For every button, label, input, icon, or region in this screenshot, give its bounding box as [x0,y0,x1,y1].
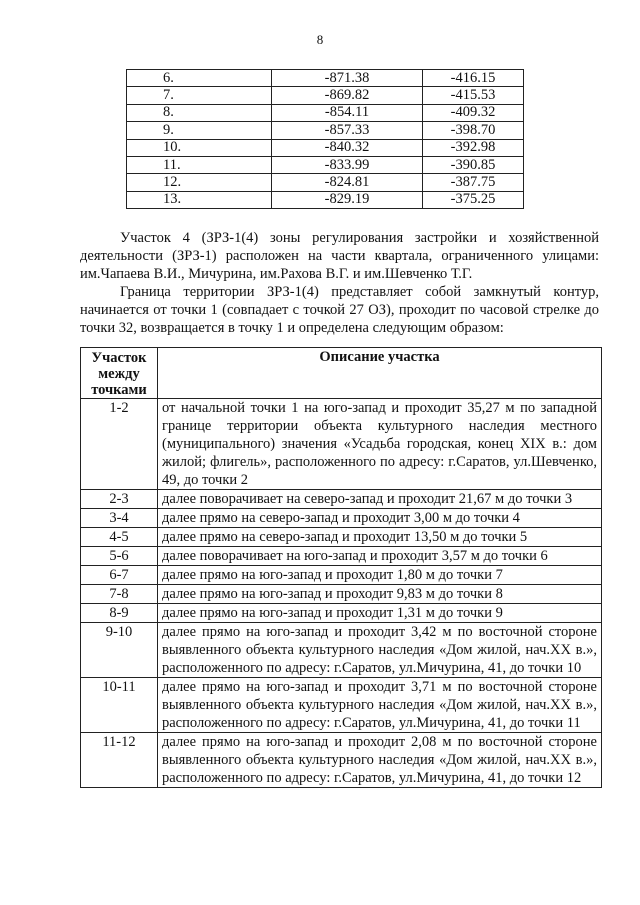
y-coordinate: -375.25 [423,191,524,208]
table-row [81,490,602,509]
boundary-description-table [80,347,602,788]
table-row [127,156,524,173]
header-description: Описание участка [158,348,602,399]
point-number: 10. [127,139,272,156]
description-cell: далее прямо на юго-запад и проходит 3,42 м по восточной стороне выявленного объекта культурного наследия «Дом жилой, нач.XX в.», расположенного по адресу: г.Саратов, ул.Мичурина, 41, до точки 10 [158,623,602,678]
table-row [127,70,524,87]
description-cell: от начальной точки 1 на юго-запад и проходит 35,27 м по западной границе территории объекта культурного наследия местного (муниципального) значения «Усадьба городская, конец XIX в.: дом жилой; флигель», расположенного по адресу: г.Саратов, ул.Шевченко, 49, до точки 2 [158,399,602,490]
y-coordinate: -409.32 [423,104,524,121]
description-cell: далее прямо на юго-запад и проходит 1,80 м до точки 7 [158,566,602,585]
point-number: 12. [127,174,272,191]
segment-cell: 4-5 [81,528,158,547]
y-coordinate: -415.53 [423,87,524,104]
table-row [127,139,524,156]
point-number: 8. [127,104,272,121]
point-number: 9. [127,122,272,139]
table-row [127,122,524,139]
point-number: 6. [127,70,272,87]
point-number: 7. [127,87,272,104]
x-coordinate: -854.11 [272,104,423,121]
segment-cell: 3-4 [81,509,158,528]
segment-cell: 10-11 [81,678,158,733]
description-cell: далее прямо на юго-запад и проходит 9,83 м до точки 8 [158,585,602,604]
table-row [81,528,602,547]
x-coordinate: -871.38 [272,70,423,87]
x-coordinate: -869.82 [272,87,423,104]
segment-cell: 5-6 [81,547,158,566]
table-row [81,585,602,604]
table-row [81,604,602,623]
segment-cell: 7-8 [81,585,158,604]
table-row [127,87,524,104]
description-cell: далее поворачивает на северо-запад и проходит 21,67 м до точки 3 [158,490,602,509]
segment-cell: 11-12 [81,733,158,788]
segment-cell: 8-9 [81,604,158,623]
table-row [127,174,524,191]
segment-cell: 1-2 [81,399,158,490]
y-coordinate: -416.15 [423,70,524,87]
segment-cell: 9-10 [81,623,158,678]
x-coordinate: -840.32 [272,139,423,156]
table-row [81,623,602,678]
x-coordinate: -857.33 [272,122,423,139]
table-header-row [81,348,602,399]
x-coordinate: -824.81 [272,174,423,191]
point-number: 11. [127,156,272,173]
paragraph-boundary-description: Граница территории ЗРЗ-1(4) представляет собой замкнутый контур, начинается от точки 1 (совпадает с точкой 27 ОЗ), проходит по часовой стрелке до точки 32, возвращается в точку 1 и определена следующим образом: [80,284,599,336]
table-row [81,678,602,733]
y-coordinate: -392.98 [423,139,524,156]
y-coordinate: -390.85 [423,156,524,173]
x-coordinate: -829.19 [272,191,423,208]
point-number: 13. [127,191,272,208]
description-cell: далее прямо на северо-запад и проходит 3,00 м до точки 4 [158,509,602,528]
table-row [127,104,524,121]
table-row [81,399,602,490]
description-cell: далее прямо на юго-запад и проходит 1,31 м до точки 9 [158,604,602,623]
description-cell: далее прямо на юго-запад и проходит 3,71 м по восточной стороне выявленного объекта культурного наследия «Дом жилой, нач.XX в.», расположенного по адресу: г.Саратов, ул.Мичурина, 41, до точки 11 [158,678,602,733]
segment-cell: 2-3 [81,490,158,509]
description-cell: далее поворачивает на юго-запад и проходит 3,57 м до точки 6 [158,547,602,566]
table-row [81,509,602,528]
page-number: 8 [316,32,324,47]
coordinates-table [126,69,524,209]
table-row [81,547,602,566]
header-segment: Участок между точками [81,348,158,399]
table-row [81,566,602,585]
description-cell: далее прямо на юго-запад и проходит 2,08 м по восточной стороне выявленного объекта культурного наследия «Дом жилой, нач.XX в.», расположенного по адресу: г.Саратов, ул.Мичурина, 41, до точки 12 [158,733,602,788]
paragraph-section-description: Участок 4 (ЗРЗ-1(4) зоны регулирования застройки и хозяйственной деятельности (ЗРЗ-1) расположен на части квартала, ограниченного улицами: им.Чапаева В.И., Мичурина, им.Рахова В.Г. и им.Шевченко Т.Г. [80,230,599,282]
table-row [127,191,524,208]
table-row [81,733,602,788]
segment-cell: 6-7 [81,566,158,585]
y-coordinate: -398.70 [423,122,524,139]
x-coordinate: -833.99 [272,156,423,173]
y-coordinate: -387.75 [423,174,524,191]
description-cell: далее прямо на северо-запад и проходит 13,50 м до точки 5 [158,528,602,547]
